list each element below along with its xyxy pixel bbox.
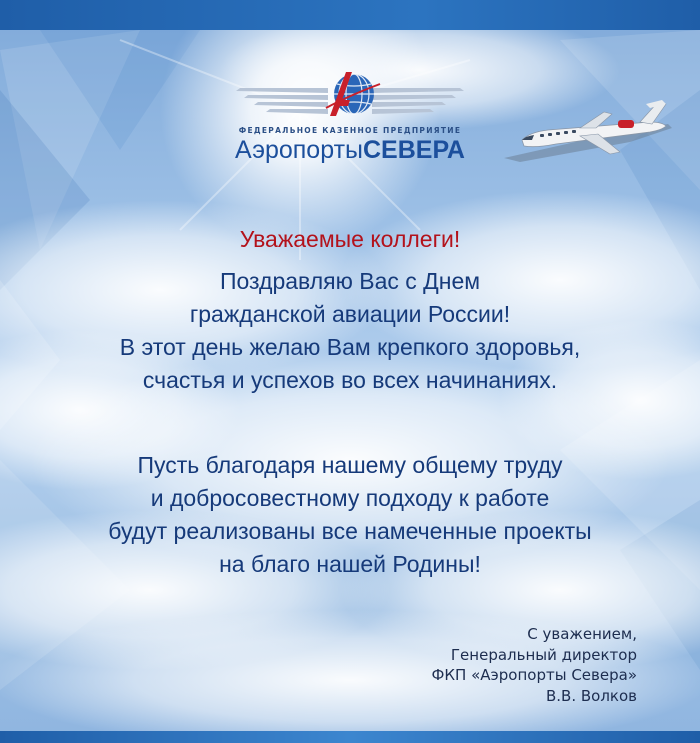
paragraph-congratulations: [40, 265, 660, 397]
paragraph-line: Поздравляю Вас с Днем: [219, 268, 481, 294]
bottom-band: [0, 731, 700, 743]
logo-name-regular: Аэропорты: [234, 136, 363, 164]
signature-block: [432, 624, 638, 706]
paragraph-line: будут реализованы все намеченные проекты: [108, 518, 592, 544]
signature-position: Генеральный директор: [450, 645, 637, 664]
signature-name: В.В. Волков: [545, 686, 637, 705]
paragraph-line: и добросовестному подходу к работе: [150, 485, 550, 511]
logo-subtitle: ФЕДЕРАЛЬНОЕ КАЗЕННОЕ ПРЕДПРИЯТИЕ: [238, 126, 462, 135]
airplane-icon: [500, 96, 680, 168]
top-band: [0, 0, 700, 30]
greeting-title: Уважаемые коллеги!: [239, 226, 461, 252]
company-logo: [230, 66, 470, 166]
logo-name: [230, 136, 470, 164]
signature-closing: С уважением,: [527, 625, 637, 643]
paragraph-line: Пусть благодаря нашему общему труду: [137, 452, 563, 478]
paragraph-line: В этот день желаю Вам крепкого здоровья,: [119, 334, 581, 360]
paragraph-wishes: [40, 449, 660, 581]
paragraph-line: гражданской авиации России!: [189, 301, 511, 327]
globe-wings-icon: [230, 66, 470, 126]
paragraph-line: счастья и успехов во всех начинаниях.: [142, 367, 558, 393]
logo-name-bold: СЕВЕРА: [363, 136, 465, 164]
paragraph-line: на благо нашей Родины!: [219, 551, 481, 577]
signature-company: ФКП «Аэропорты Севера»: [431, 666, 637, 684]
